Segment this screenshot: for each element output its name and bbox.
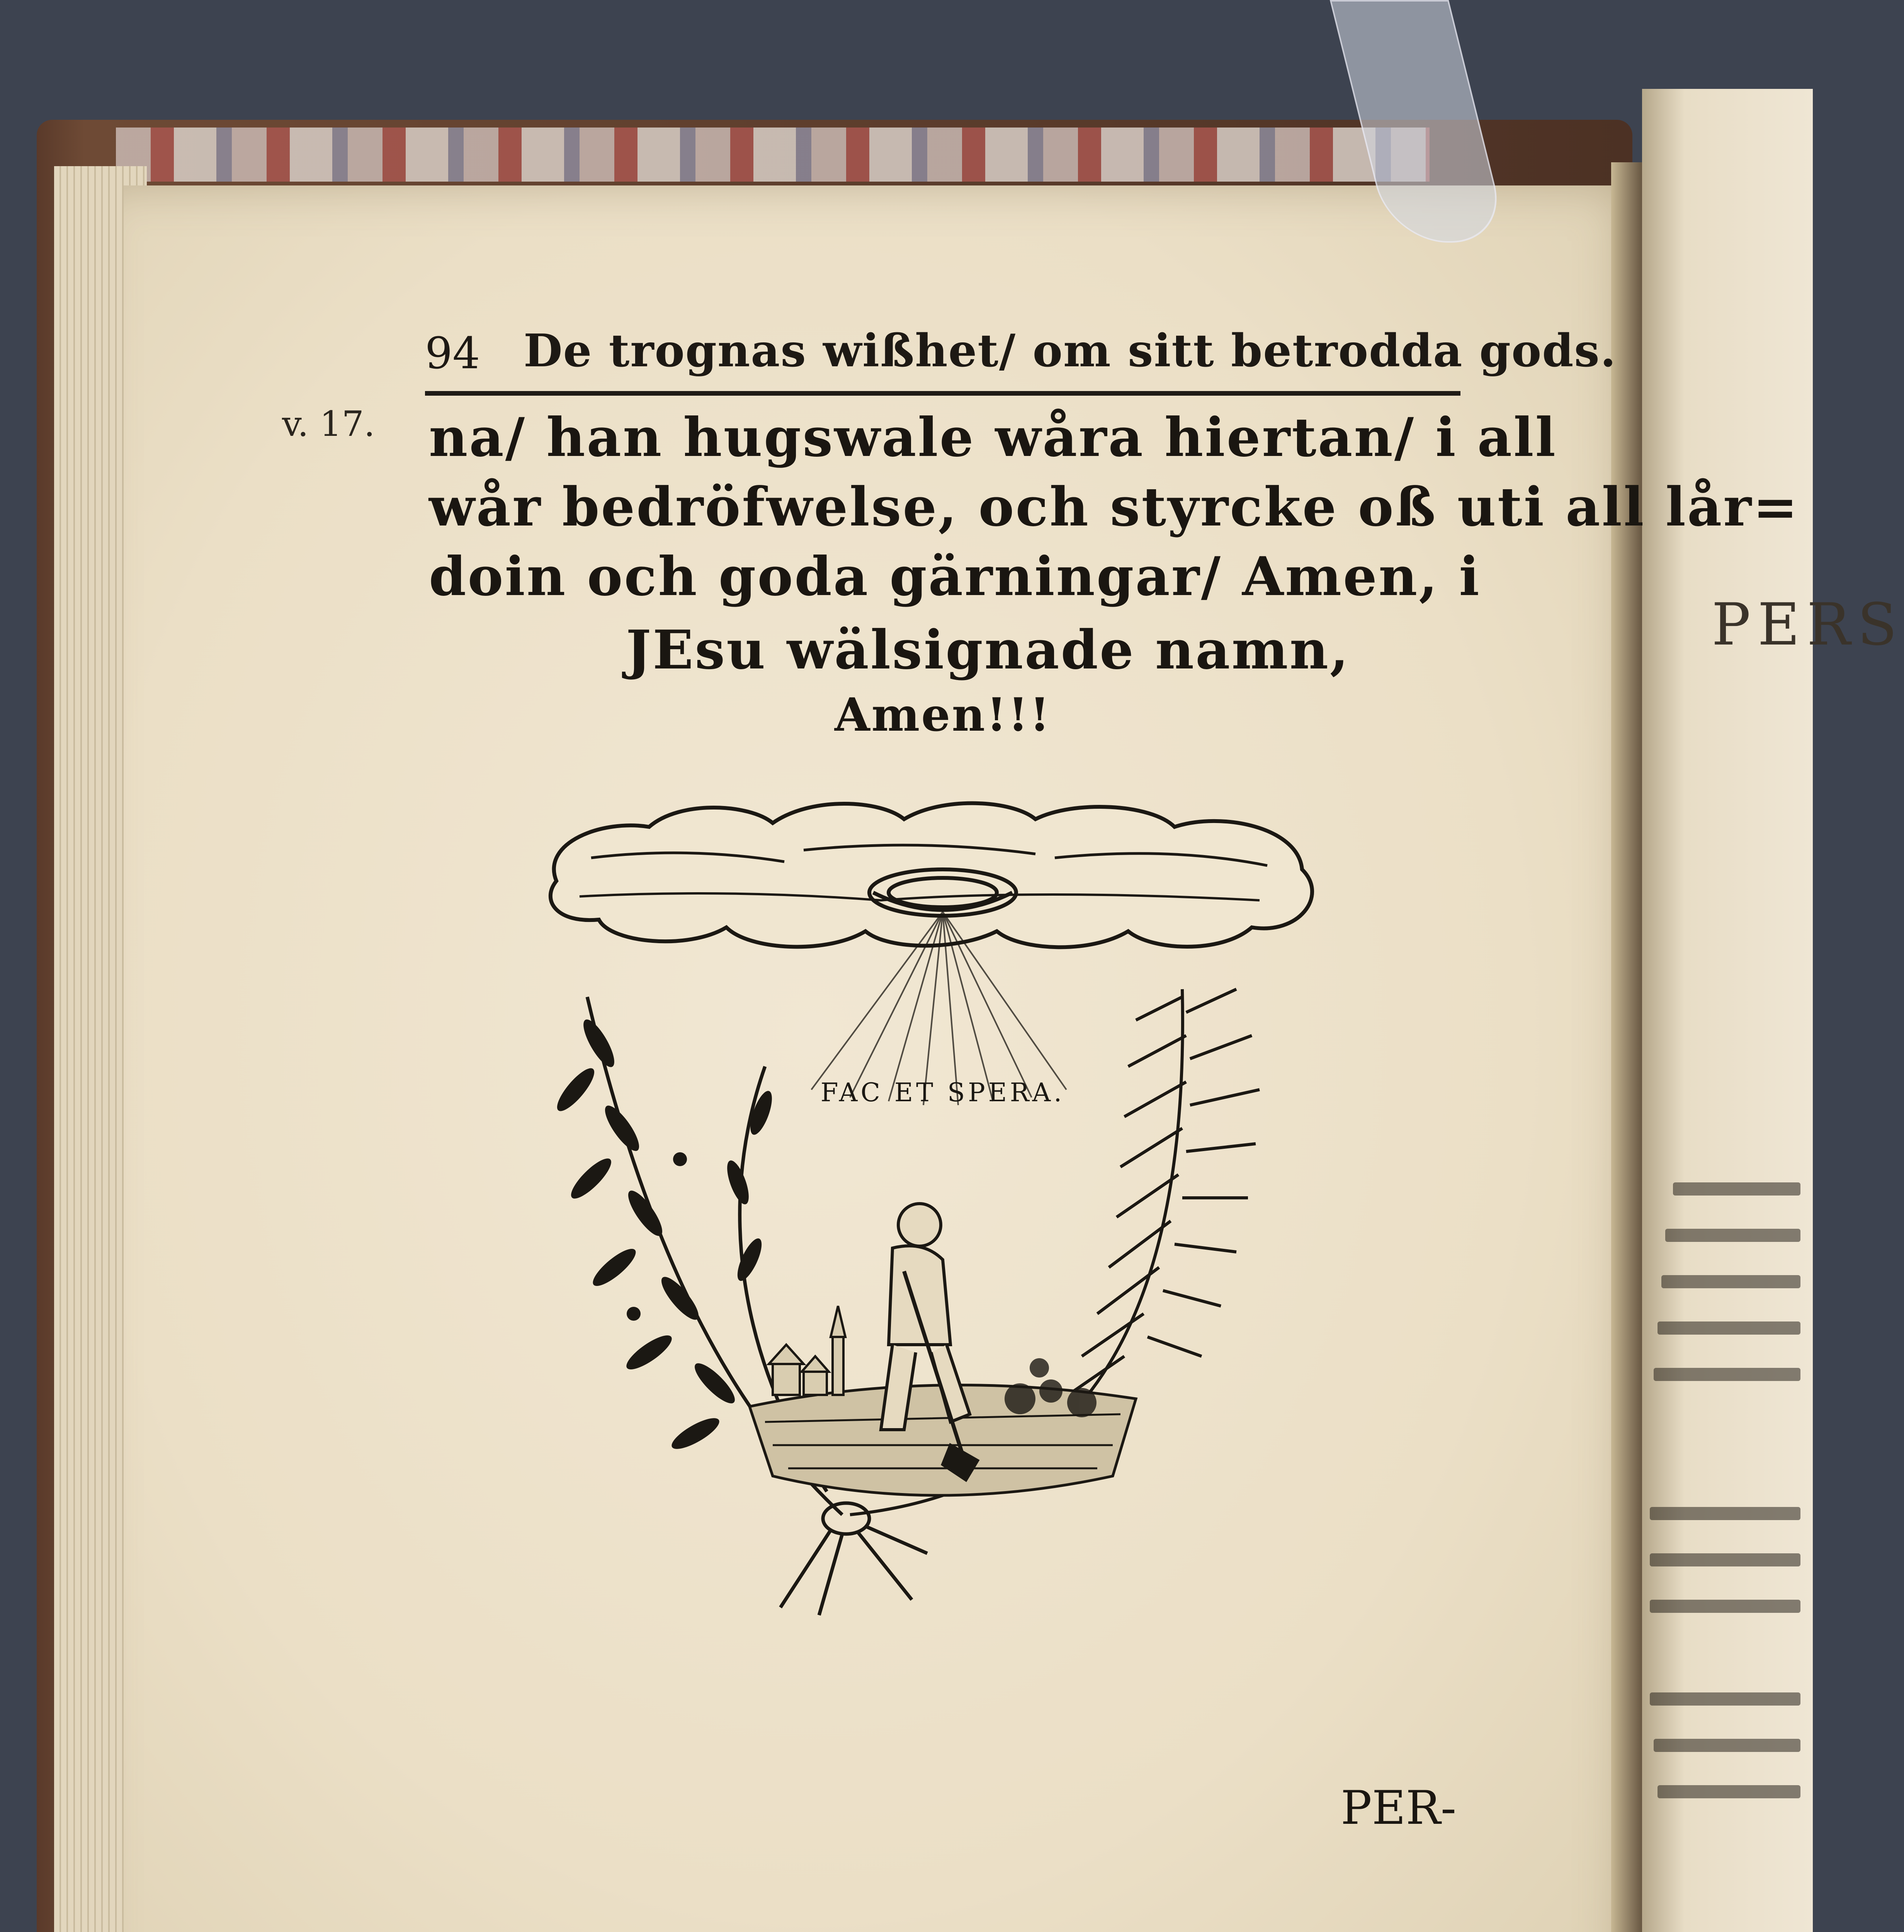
catchword: PER-	[1341, 1781, 1457, 1835]
right-page-text-line	[1650, 1507, 1800, 1520]
body-text-line: Amen!!!	[835, 688, 1051, 742]
cloud-band	[551, 803, 1312, 947]
right-page-title: PERS	[1712, 591, 1904, 658]
right-page-text-line	[1650, 1600, 1800, 1613]
body-text-line: wår bedröfwelse, och styrcke oß uti all lår=	[429, 475, 1799, 538]
page-number: 94	[425, 328, 480, 379]
body-text-line: na/ han hugswale wåra hiertan/ i all	[429, 406, 1557, 469]
right-page-text-line	[1650, 1553, 1800, 1566]
verse-reference: v. 17.	[282, 404, 375, 444]
running-head: De trognas wißhet/ om sitt betrodda gods.	[524, 325, 1617, 377]
woodcut-motto: FAC ET SPERA.	[820, 1078, 1065, 1107]
ribbon-bow	[780, 1503, 927, 1615]
village-icon	[769, 1306, 845, 1395]
laurel-leaves	[552, 1015, 776, 1454]
marbled-endpaper	[116, 128, 1430, 182]
right-page-text-line	[1650, 1692, 1800, 1706]
right-page-text-line	[1658, 1321, 1800, 1335]
header-rule	[425, 391, 1460, 396]
right-page-text-line	[1665, 1229, 1800, 1242]
right-page-text-line	[1661, 1275, 1800, 1288]
body-text-line: doin och goda gärningar/ Amen, i	[429, 545, 1481, 608]
right-page-text-line	[1658, 1785, 1800, 1798]
body-text-line: JEsu wälsignade namn,	[626, 618, 1350, 681]
right-page-text-line	[1654, 1368, 1800, 1381]
right-page-text-line	[1673, 1182, 1800, 1196]
woodcut-illustration	[533, 796, 1345, 1646]
right-page-text-line	[1654, 1739, 1800, 1752]
landscape-scene	[750, 1204, 1136, 1495]
right-page	[1642, 89, 1813, 1932]
